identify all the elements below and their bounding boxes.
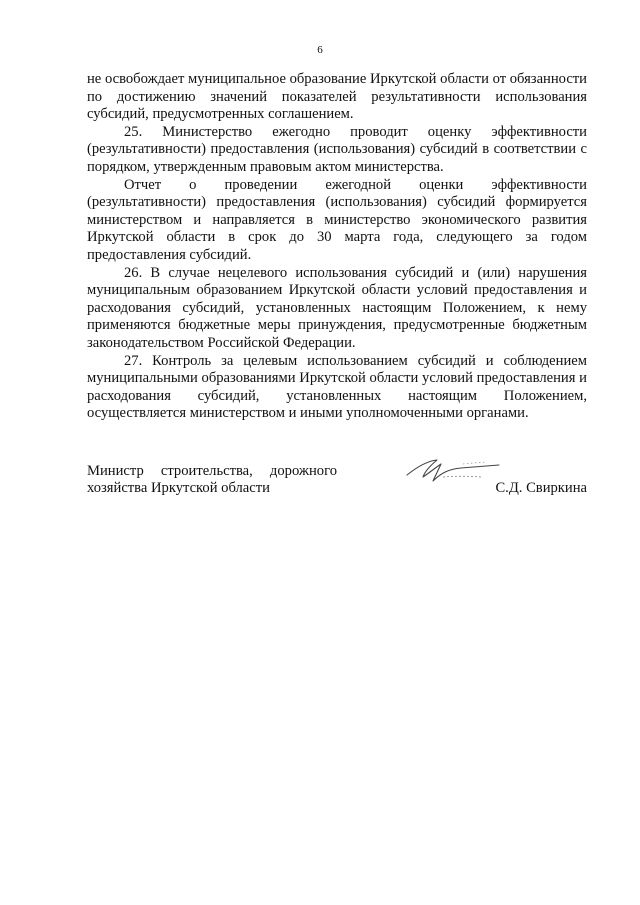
signer-title-line-2: хозяйства Иркутской области: [87, 480, 270, 497]
paragraph-27: 27. Контроль за целевым использованием субсидий и соблюдением муниципальными образованиями Иркутской области условий предоставления и расходования субсидий, установленных настоящим Положением, осуществляется министерством и иными уполномоченными органами.: [87, 352, 587, 422]
handwritten-signature: [403, 455, 503, 485]
signer-name: С.Д. Свиркина: [495, 480, 587, 496]
signature-block: [87, 463, 587, 503]
paragraph-26: 26. В случае нецелевого использования субсидий и (или) нарушения муниципальным образованием Иркутской области условий предоставления и расходования субсидий, установленных настоящим Положением, к нему применяются бюджетные меры принуждения, предусмотренные бюджетным законодательством Российской Федерации.: [87, 264, 587, 351]
document-body: [87, 71, 587, 423]
paragraph-25: 25. Министерство ежегодно проводит оценку эффективности (результативности) предоставления (использования) субсидий в соответствии с порядком, утвержденным правовым актом министерства.: [87, 123, 587, 175]
signer-title: [87, 463, 337, 497]
paragraph-report: Отчет о проведении ежегодной оценки эффективности (результативности) предоставления (использования) субсидий формируется министерством и направляется в министерство экономического развития Иркутской области в срок до 30 марта года, следующего за годом предоставления субсидий.: [87, 176, 587, 263]
paragraph-continuation: не освобождает муниципальное образование Иркутской области от обязанности по достижению значений показателей результативности использования субсидий, предусмотренных соглашением.: [87, 71, 587, 123]
signer-title-line-1: Министр строительства, дорожного: [87, 463, 337, 479]
page-number: 6: [317, 44, 323, 56]
